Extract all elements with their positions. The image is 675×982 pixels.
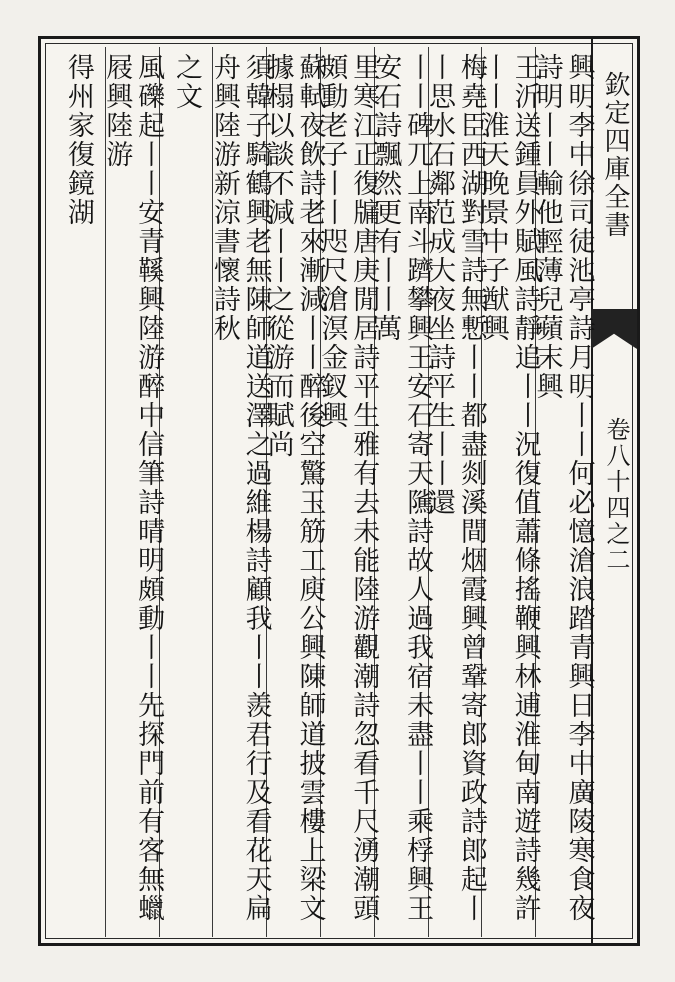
text-column bbox=[101, 47, 165, 937]
column-text: 興明李中徐司徒池亭詩月明丨丨何必憶滄浪踏青興日李中廣陵寒食夜詩明丨丨輸他輕薄兒蘋末興 bbox=[531, 53, 595, 923]
column-text: 梅堯臣西湖對雪詩無慙丨丨都盡剡溪間烟霞興曾鞏寄郎資政詩郎起丨丨思水石鄰范成大夜坐詩平生丨丨還 bbox=[424, 53, 487, 923]
text-column bbox=[262, 47, 326, 937]
text-column bbox=[159, 47, 213, 937]
text-column bbox=[424, 47, 487, 937]
text-column bbox=[531, 47, 595, 937]
column-text: 風礫起丨丨安青鞵興陸游醉中信筆詩晴明頗動丨丨先探門前有客無蠟屐興陸游 bbox=[101, 53, 165, 923]
book-title: 欽定四庫全書 bbox=[600, 71, 630, 239]
block-margin bbox=[591, 39, 637, 943]
fish-tail-mark bbox=[591, 309, 637, 349]
column-text: 里寒江正復牖唐庚閒居詩平生雅有去未能陸游觀潮詩忽看千尺湧潮頭頗動老子丨丨咫尺滄溟金釵興 bbox=[316, 53, 380, 923]
column-text: 之文 bbox=[170, 53, 202, 111]
column-text: 丨丨碑兀上南斗躋攀興王安石寄天隲詩故人過我宿未盡丨丨乘桴興王安石詩飄然更有丨丨萬 bbox=[370, 53, 434, 923]
column-text: 須韓子騎鶴興老無陳師道送澤之過維楊詩顧我丨丨羨君行及看花天扁舟興陸游新涼書懷詩秋 bbox=[208, 53, 272, 923]
juan-number: 卷八十四之二 bbox=[602, 417, 630, 573]
column-text: 王沂送鍾員外賦風詩靜追丨丨況復值蕭條搖鞭興林逋淮甸南遊詩幾許丨丨淮天晚景中子猷興 bbox=[477, 53, 541, 923]
column-text: 得州家復鏡湖 bbox=[62, 53, 94, 227]
text-column bbox=[208, 47, 272, 937]
text-column bbox=[370, 47, 434, 937]
text-column bbox=[477, 47, 541, 937]
page-frame bbox=[38, 36, 640, 946]
text-column bbox=[316, 47, 380, 937]
text-column bbox=[51, 47, 105, 937]
text-columns bbox=[51, 47, 595, 937]
column-text: 蘇軾夜飲詩老來漸減丨丨醉後空驚玉筋工庾公興陳師道披雲樓上梁文據榻以談不減丨丨之從游而賦尚 bbox=[262, 53, 326, 923]
